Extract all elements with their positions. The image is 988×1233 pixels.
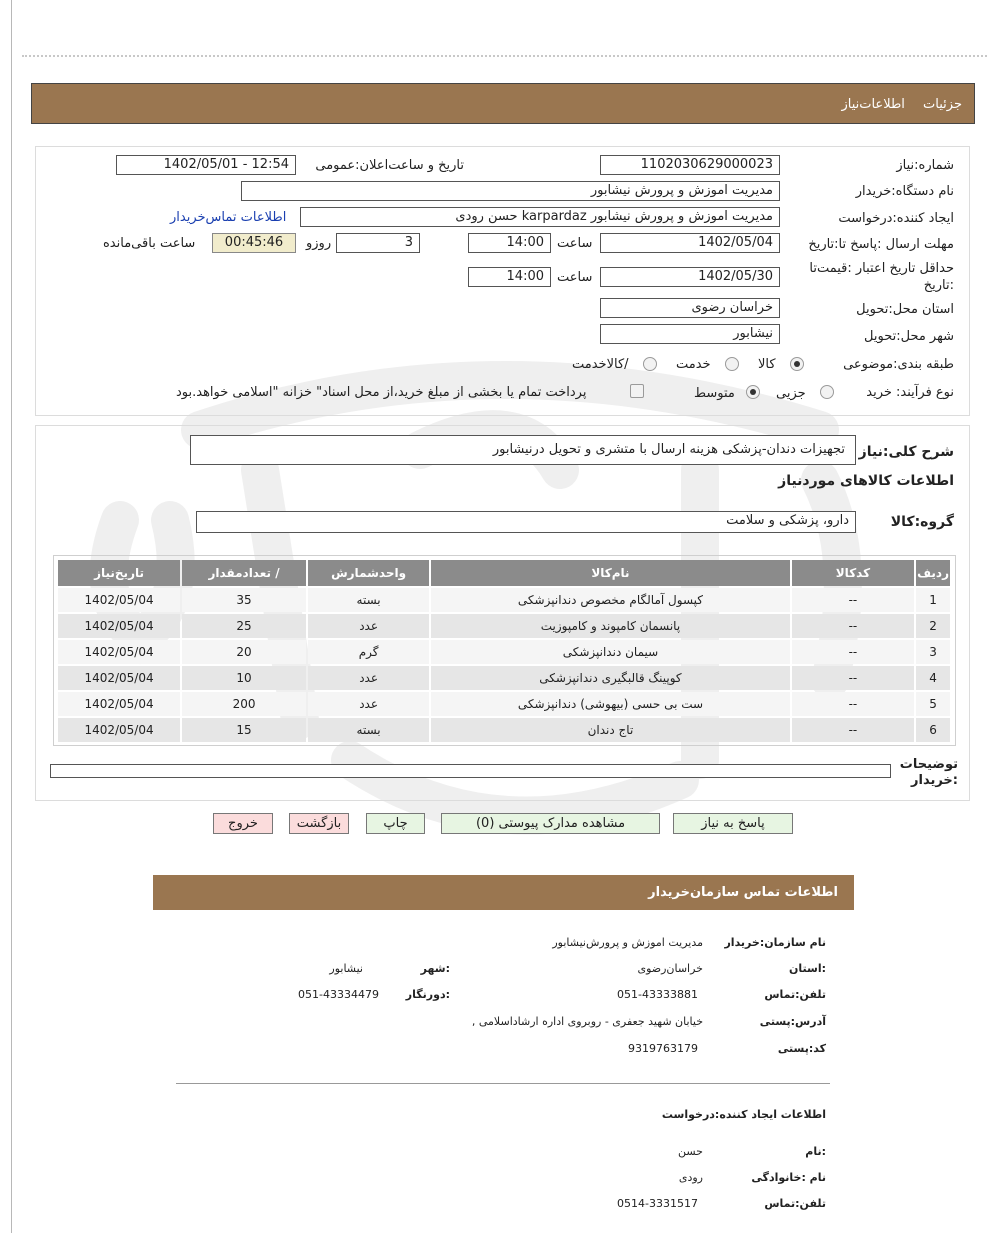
cell-code: --: [792, 588, 914, 612]
payment-checkbox[interactable]: [630, 384, 644, 398]
cell-date: 1402/05/04: [58, 692, 180, 716]
contact-postal-label: کد:پستی: [777, 1042, 826, 1055]
cell-unit: عدد: [308, 666, 429, 690]
cell-date: 1402/05/04: [58, 666, 180, 690]
breadcrumb-need-info[interactable]: اطلاعات‌نیاز: [841, 97, 905, 112]
goods-info-title: اطلاعات کالاهای موردنیاز: [778, 473, 954, 489]
contact-city-label: :شهر: [420, 962, 450, 975]
col-unit-header: واحدشمارش: [308, 560, 429, 586]
province-field[interactable]: خراسان رضوی: [600, 298, 780, 318]
cell-unit: عدد: [308, 614, 429, 638]
contact-fax-label: :دورنگار: [405, 988, 450, 1001]
cell-row: 2: [916, 614, 950, 638]
payment-note: پرداخت تمام یا بخشی از مبلغ خرید،از محل اسناد" خزانه "اسلامی خواهد.بود: [176, 385, 587, 400]
validity-label: حداقل تاریخ اعتبار :قیمت‌تا :تاریخ: [809, 261, 954, 293]
cell-unit: عدد: [308, 692, 429, 716]
process-partial-radio[interactable]: [820, 385, 834, 399]
contact-org-label: نام سازمان:خریدار: [724, 936, 826, 949]
city-label: شهر محل:تحویل: [864, 329, 954, 344]
table-row[interactable]: [58, 640, 950, 664]
print-button[interactable]: چاپ: [366, 813, 425, 834]
contact-divider: [176, 1083, 830, 1084]
process-medium-label: متوسط: [694, 386, 735, 401]
back-button[interactable]: بازگشت: [289, 813, 349, 834]
cell-date: 1402/05/04: [58, 614, 180, 638]
cell-qty: 20: [182, 640, 306, 664]
table-row[interactable]: [58, 718, 950, 742]
validity-time-field[interactable]: 14:00: [468, 267, 551, 287]
contact-header: [153, 875, 854, 910]
cell-name: تاج دندان: [431, 718, 790, 742]
cell-code: --: [792, 614, 914, 638]
cell-date: 1402/05/04: [58, 640, 180, 664]
creator-name-label: :نام: [805, 1145, 826, 1158]
top-divider: [22, 55, 987, 57]
deadline-time-field[interactable]: 14:00: [468, 233, 551, 253]
col-row-header: ردیف: [916, 560, 950, 586]
goods-table: [56, 558, 952, 744]
cell-unit: بسته: [308, 588, 429, 612]
category-service-label: خدمت: [676, 357, 711, 372]
cell-row: 3: [916, 640, 950, 664]
breadcrumb-details[interactable]: جزئیات: [923, 97, 962, 112]
cell-date: 1402/05/04: [58, 588, 180, 612]
remaining-time-label: ساعت باقی‌مانده: [103, 236, 196, 251]
creator-name-value: حسن: [678, 1145, 703, 1158]
cell-qty: 25: [182, 614, 306, 638]
cell-unit: بسته: [308, 718, 429, 742]
cell-code: --: [792, 666, 914, 690]
contact-org-value: مدیریت اموزش و پرورش‌نیشابور: [552, 936, 703, 949]
province-label: استان محل:تحویل: [856, 302, 954, 317]
contact-province-value: خراسان‌رضوی: [637, 962, 703, 975]
attachments-button[interactable]: مشاهده مدارک پیوستی (0): [441, 813, 660, 834]
table-row[interactable]: [58, 614, 950, 638]
cell-code: --: [792, 718, 914, 742]
process-medium-radio[interactable]: [746, 385, 760, 399]
summary-field[interactable]: تجهیزات دندان-پزشکی هزینه ارسال با متشری و تحویل درنیشابور: [190, 435, 856, 465]
creator-info-title: اطلاعات ایجاد کننده:درخواست: [661, 1108, 826, 1121]
table-row[interactable]: [58, 588, 950, 612]
cell-unit: گرم: [308, 640, 429, 664]
deadline-time-label: ساعت: [557, 236, 593, 251]
summary-label: شرح کلی:نیاز: [858, 444, 954, 460]
col-date-header: تاریخ‌نیاز: [58, 560, 180, 586]
days-field[interactable]: 3: [336, 233, 420, 253]
cell-qty: 35: [182, 588, 306, 612]
creator-field[interactable]: مدیریت اموزش و پرورش نیشابور karpardaz حسن رودی: [300, 207, 780, 227]
contact-city-value: نیشابور: [329, 962, 363, 975]
buyer-org-label: نام دستگاه:خریدار: [855, 184, 954, 199]
buyer-org-field[interactable]: مدیریت اموزش و پرورش نیشابور: [241, 181, 780, 201]
deadline-label: مهلت ارسال :پاسخ تا:تاریخ: [808, 237, 954, 252]
cell-name: سیمان دندانپزشکی: [431, 640, 790, 664]
cell-row: 6: [916, 718, 950, 742]
left-border-line: [11, 0, 12, 1233]
cell-qty: 10: [182, 666, 306, 690]
col-name-header: نام‌کالا: [431, 560, 790, 586]
cell-name: کوپینگ قالبگیری دندانپزشکی: [431, 666, 790, 690]
cell-qty: 200: [182, 692, 306, 716]
goods-group-label: گروه:کالا: [890, 514, 954, 530]
breadcrumb: [827, 97, 962, 112]
contact-address-value: خیابان شهید جعفری - روبروی اداره ارشاداسلامی ,: [471, 1015, 703, 1028]
buyer-contact-link[interactable]: اطلاعات تماس‌خریدار: [170, 210, 287, 225]
contact-postal-value: 9319763179: [628, 1042, 698, 1055]
creator-family-value: رودی: [678, 1171, 703, 1184]
creator-phone-value: 0514-3331517: [617, 1197, 698, 1210]
page-header-bar: [31, 83, 975, 124]
city-field[interactable]: نیشابور: [600, 324, 780, 344]
remaining-time-display: 00:45:46: [212, 233, 296, 253]
deadline-date-field[interactable]: 1402/05/04: [600, 233, 780, 253]
cell-date: 1402/05/04: [58, 718, 180, 742]
need-number-field[interactable]: 1102030629000023: [600, 155, 780, 175]
category-service-radio[interactable]: [725, 357, 739, 371]
contact-phone-label: تلفن:تماس: [764, 988, 826, 1001]
cell-name: پانسمان کامپوند و کامپوزیت: [431, 614, 790, 638]
contact-fax-value: 051-43334479: [298, 988, 379, 1001]
validity-date-field[interactable]: 1402/05/30: [600, 267, 780, 287]
contact-address-label: آدرس:پستی: [759, 1015, 826, 1028]
buyer-notes-label: توضیحات :خریدار: [899, 757, 958, 788]
cell-row: 4: [916, 666, 950, 690]
cell-row: 1: [916, 588, 950, 612]
col-code-header: کدکالا: [792, 560, 914, 586]
creator-phone-label: تلفن:تماس: [764, 1197, 826, 1210]
creator-label: ایجاد کننده:درخواست: [838, 211, 954, 226]
category-both-radio[interactable]: [643, 357, 657, 371]
table-row[interactable]: [58, 692, 950, 716]
cell-code: --: [792, 640, 914, 664]
table-header-row: [58, 560, 950, 586]
category-goods-radio[interactable]: [790, 357, 804, 371]
cell-code: --: [792, 692, 914, 716]
validity-time-label: ساعت: [557, 270, 593, 285]
creator-family-label: نام :خانوادگی: [751, 1171, 826, 1184]
need-number-label: شماره:نیاز: [896, 158, 954, 173]
goods-group-field[interactable]: دارو، پزشکی و سلامت: [196, 511, 856, 533]
buyer-notes-field[interactable]: [50, 764, 891, 778]
cell-qty: 15: [182, 718, 306, 742]
cell-name: ست بی حسی (بیهوشی) دندانپزشکی: [431, 692, 790, 716]
category-goods-label: کالا: [758, 357, 776, 372]
contact-title: اطلاعات تماس سازمان‌خریدار: [648, 885, 838, 900]
exit-button[interactable]: خروج: [213, 813, 273, 834]
cell-row: 5: [916, 692, 950, 716]
category-label: طبقه بندی:موضوعی: [843, 357, 954, 372]
category-both-label: /کالاخدمت: [572, 357, 629, 372]
cell-name: کپسول آمالگام مخصوص دندانپزشکی: [431, 588, 790, 612]
announce-field[interactable]: 1402/05/01 - 12:54: [116, 155, 296, 175]
col-qty-header: / تعدادمقدار: [182, 560, 306, 586]
contact-province-label: :استان: [789, 962, 826, 975]
reply-button[interactable]: پاسخ به نیاز: [673, 813, 793, 834]
table-row[interactable]: [58, 666, 950, 690]
days-label: روزو: [306, 236, 332, 251]
process-label: نوع فرآیند: خرید: [866, 385, 954, 400]
process-partial-label: جزیی: [776, 386, 806, 401]
announce-label: تاریخ و ساعت‌اعلان:عمومی: [315, 158, 464, 173]
contact-phone-value: 051-43333881: [617, 988, 698, 1001]
